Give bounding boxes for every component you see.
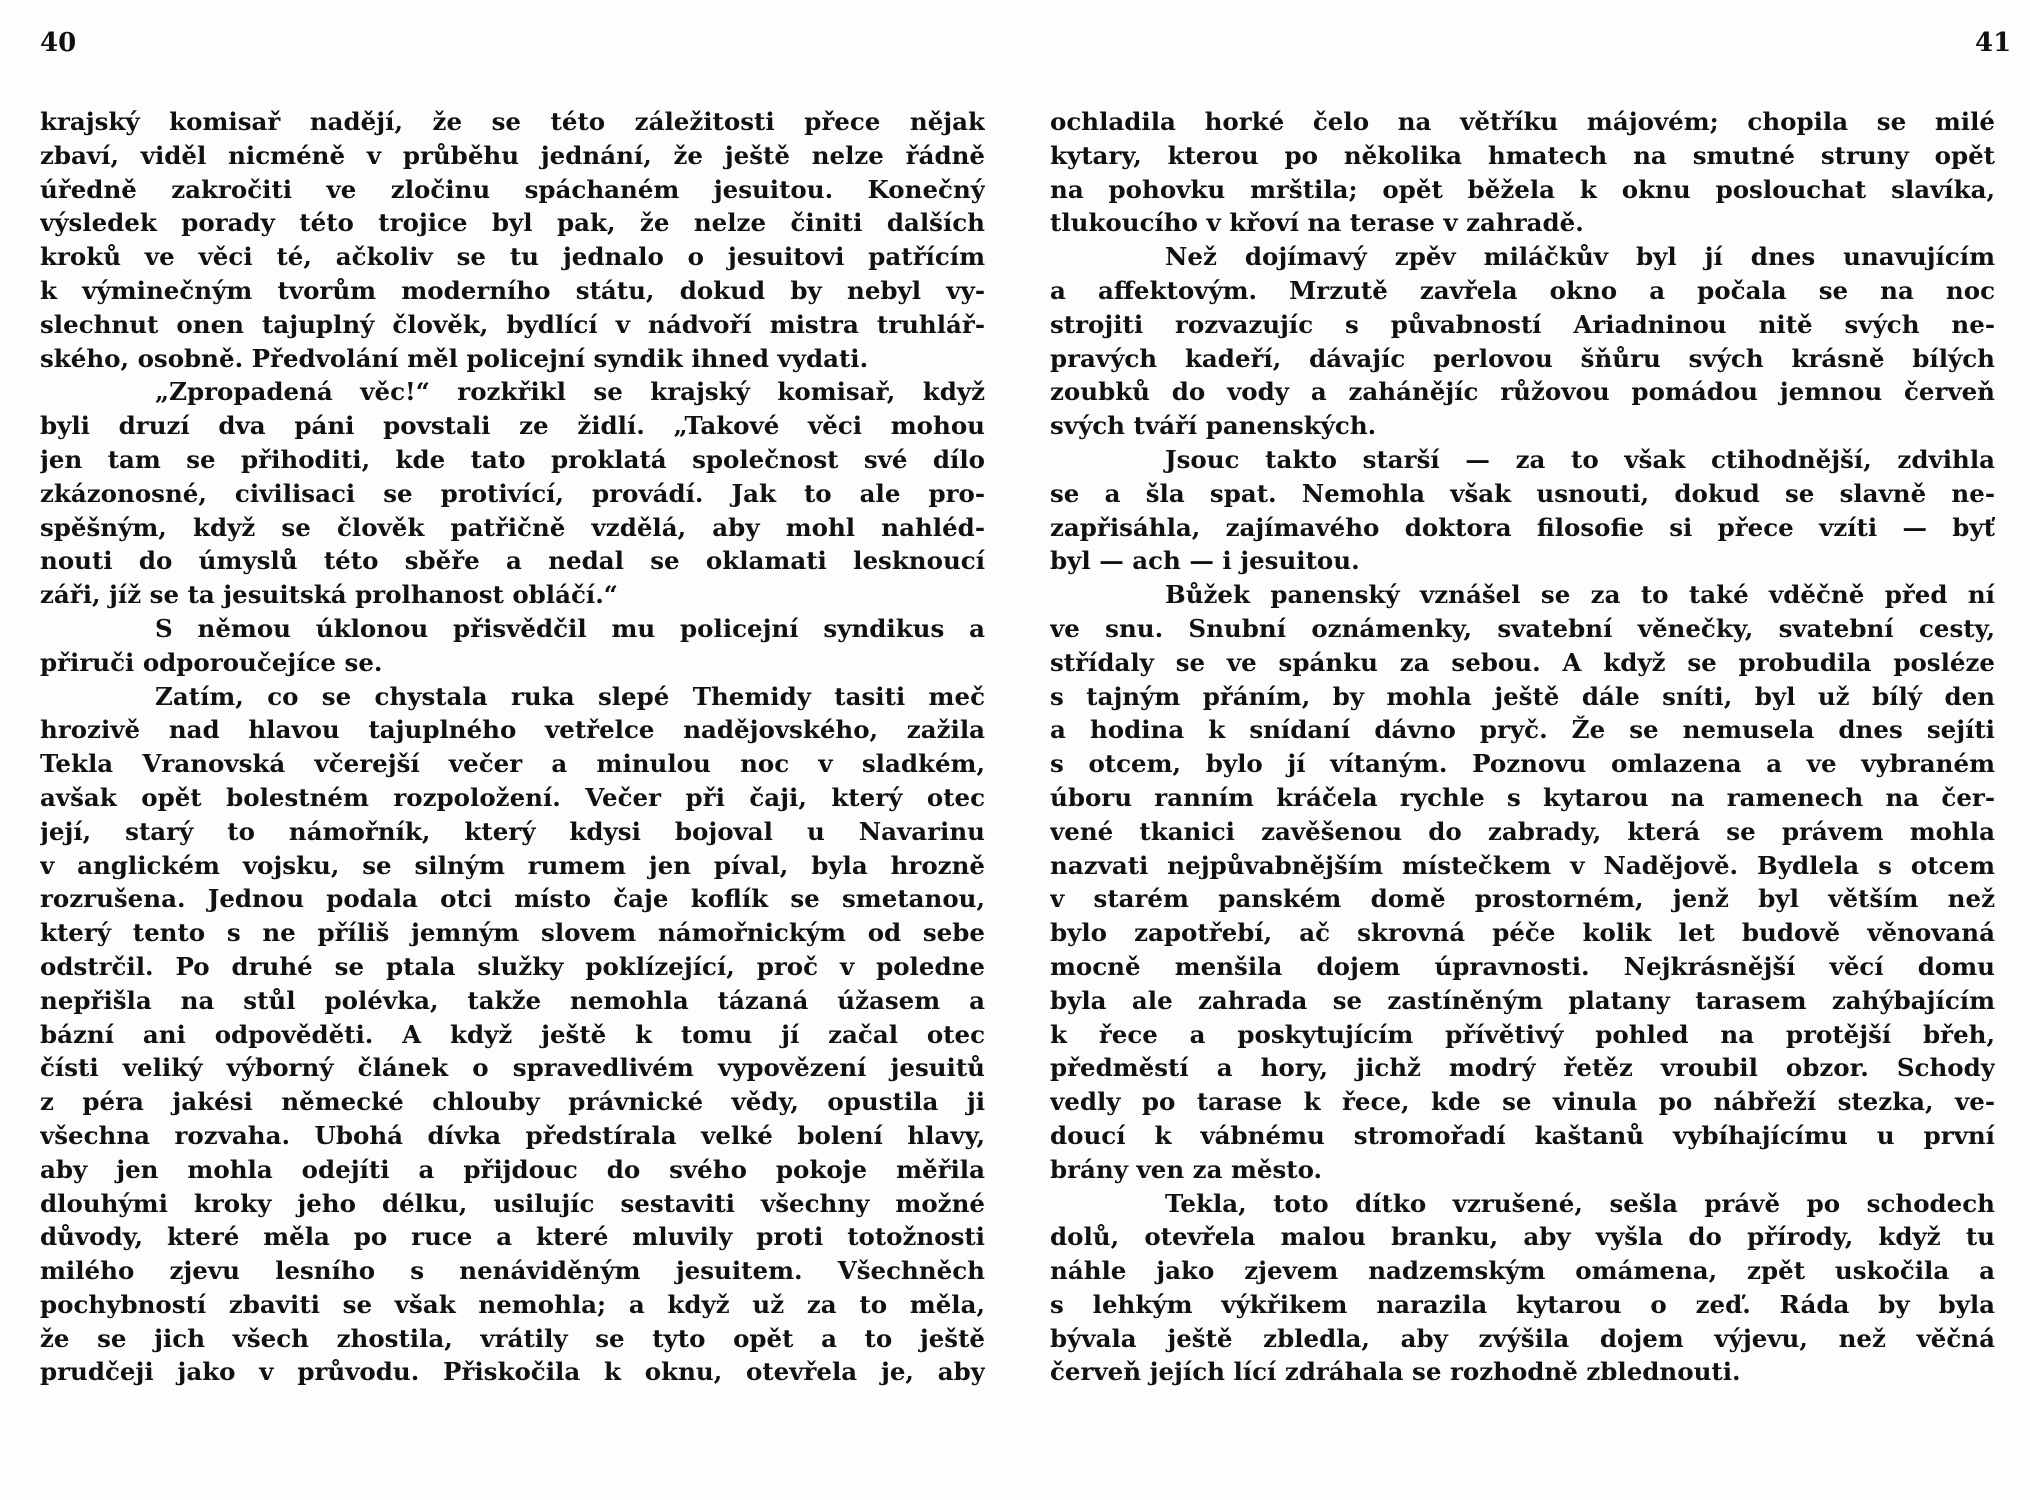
right-page-number: 41 bbox=[1975, 28, 2012, 58]
text-line: úboru ranním kráčela rychle s kytarou na ramenech na čer- bbox=[1050, 782, 1995, 812]
text-line: mocně menšila dojem úpravnosti. Nejkrásnější věcí domu bbox=[1050, 951, 1995, 981]
text-line: který tento s ne příliš jemným slovem námořnickým od sebe bbox=[40, 918, 985, 948]
text-line: Než dojímavý zpěv miláčkův byl jí dnes unavujícím bbox=[1165, 242, 1995, 272]
text-line: úředně zakročiti ve zločinu spáchaném jesuitou. Konečný bbox=[40, 174, 985, 204]
text-line: výsledek porady této trojice byl pak, že nelze činiti dalších bbox=[40, 208, 985, 238]
text-line: náhle jako zjevem nadzemským omámena, zpět uskočila a bbox=[1050, 1256, 1995, 1286]
text-line: byla ale zahrada se zastíněným platany tarasem zahýbajícím bbox=[1050, 985, 1995, 1015]
text-line: milého zjevu lesního s nenáviděným jesuitem. Všechněch bbox=[40, 1256, 985, 1286]
text-line: rozrušena. Jednou podala otci místo čaje koflík se smetanou, bbox=[40, 884, 985, 914]
text-line: z péra jakési německé chlouby právnické vědy, opustila ji bbox=[40, 1087, 985, 1117]
text-line: s lehkým výkřikem narazila kytarou o zeď. Ráda by byla bbox=[1050, 1289, 1995, 1319]
text-line: k řece a poskytujícím přívětivý pohled na protější břeh, bbox=[1050, 1019, 1995, 1049]
text-line: důvody, které měla po ruce a které mluvily proti totožnosti bbox=[40, 1222, 985, 1252]
text-line: zbaví, viděl nicméně v průběhu jednání, že ještě nelze řádně bbox=[40, 140, 985, 170]
text-line: zkázonosné, civilisaci se protivící, provádí. Jak to ale pro- bbox=[40, 478, 985, 508]
right-page-text bbox=[1050, 105, 1995, 1389]
text-line: doucí k vábnému stromořadí kaštanů vybíhajícímu u první bbox=[1050, 1120, 1995, 1150]
text-line: její, starý to námořník, který kdysi bojoval u Navarinu bbox=[40, 816, 985, 846]
text-line: strojiti rozvazujíc s půvabností Ariadninou nitě svých ne- bbox=[1050, 309, 1995, 339]
text-line: na pohovku mrštila; opět běžela k oknu poslouchat slavíka, bbox=[1050, 174, 1995, 204]
text-line: Jsouc takto starší — za to však ctihodnější, zdvihla bbox=[1165, 444, 1995, 474]
text-line: a affektovým. Mrzutě zavřela okno a počala se na noc bbox=[1050, 275, 1995, 305]
text-line: s otcem, bylo jí vítaným. Poznovu omlazena a ve vybraném bbox=[1050, 749, 1995, 779]
text-line: střídaly se ve spánku za sebou. A když se probudila posléze bbox=[1050, 647, 1995, 677]
text-line: ského, osobně. Předvolání měl policejní syndik ihned vydati. bbox=[40, 343, 869, 373]
text-line: a hodina k snídaní dávno pryč. Že se nemusela dnes sejíti bbox=[1050, 715, 1995, 745]
text-line: dlouhými kroky jeho délku, usilujíc sestaviti všechny možné bbox=[40, 1188, 985, 1218]
text-line: se a šla spat. Nemohla však usnouti, dokud se slavně ne- bbox=[1050, 478, 1995, 508]
text-line: přiruči odporoučejíce se. bbox=[40, 647, 383, 677]
text-line: „Zpropadená věc!“ rozkřikl se krajský komisař, když bbox=[155, 377, 985, 407]
text-line: krajský komisař nadějí, že se této záležitosti přece nějak bbox=[40, 107, 985, 136]
text-line: byl — ach — i jesuitou. bbox=[1050, 546, 1360, 576]
text-line: předměstí a hory, jichž modrý řetěz vroubil obzor. Schody bbox=[1050, 1053, 1995, 1083]
text-line: slechnut onen tajuplný člověk, bydlící v nádvoří mistra truhlář- bbox=[40, 309, 985, 339]
text-line: vené tkanici zavěšenou do zabrady, která se právem mohla bbox=[1050, 816, 1995, 846]
left-page-text bbox=[40, 105, 985, 1389]
text-line: hrozivě nad hlavou tajuplného vetřelce nadějovského, zažila bbox=[40, 715, 985, 745]
left-page bbox=[0, 0, 1000, 1500]
text-line: odstrčil. Po druhé se ptala služky poklízející, proč v poledne bbox=[40, 951, 985, 981]
text-line: aby jen mohla odejíti a přijdouc do svého pokoje měřila bbox=[40, 1154, 985, 1184]
text-line: pravých kadeří, dávajíc perlovou šňůru svých krásně bílých bbox=[1050, 343, 1995, 373]
text-line: jen tam se přihoditi, kde tato proklatá společnost své dílo bbox=[40, 444, 985, 474]
text-line: všechna rozvaha. Ubohá dívka předstírala velké bolení hlavy, bbox=[40, 1120, 985, 1150]
text-line: prudčeji jako v průvodu. Přiskočila k oknu, otevřela je, aby bbox=[40, 1357, 985, 1387]
text-line: k výminečným tvorům moderního státu, dokud by nebyl vy- bbox=[40, 275, 985, 305]
text-line: že se jich všech zhostila, vrátily se tyto opět a to ještě bbox=[40, 1323, 985, 1353]
text-line: pochybností zbaviti se však nemohla; a když už za to měla, bbox=[40, 1289, 985, 1319]
text-line: byli druzí dva páni povstali ze židlí. „Takové věci mohou bbox=[40, 411, 985, 441]
text-line: brány ven za město. bbox=[1050, 1154, 1323, 1184]
text-line: ve snu. Snubní oznámenky, svatební věnečky, svatební cesty, bbox=[1050, 613, 1995, 643]
left-page-number: 40 bbox=[40, 28, 77, 58]
text-line: v anglickém vojsku, se silným rumem jen píval, byla hrozně bbox=[40, 850, 985, 880]
text-line: tlukoucího v křoví na terase v zahradě. bbox=[1050, 208, 1584, 238]
text-line: vedly po tarase k řece, kde se vinula po nábřeží stezka, ve- bbox=[1050, 1087, 1995, 1117]
text-line: s tajným přáním, by mohla ještě dále sníti, byl už bílý den bbox=[1050, 681, 1995, 711]
text-line: kroků ve věci té, ačkoliv se tu jednalo o jesuitovi patřícím bbox=[40, 242, 985, 272]
text-line: bylo zapotřebí, ač skrovná péče kolik let budově věnovaná bbox=[1050, 918, 1995, 948]
text-line: čísti veliký výborný článek o spravedlivém vypovězení jesuitů bbox=[40, 1053, 985, 1083]
text-line: zapřisáhla, zajímavého doktora filosofie si přece vzíti — byť bbox=[1050, 512, 1995, 542]
text-line: Bůžek panenský vznášel se za to také vděčně před ní bbox=[1165, 580, 1995, 610]
text-line: kytary, kterou po několika hmatech na smutné struny opět bbox=[1050, 140, 1995, 170]
text-line: v starém panském domě prostorném, jenž byl větším než bbox=[1050, 884, 1995, 914]
text-line: zoubků do vody a zahánějíc růžovou pomádou jemnou červeň bbox=[1050, 377, 1995, 407]
text-line: Tekla, toto dítko vzrušené, sešla právě po schodech bbox=[1165, 1188, 1995, 1218]
text-line: bázní ani odpověděti. A když ještě k tomu jí začal otec bbox=[40, 1019, 985, 1049]
text-line: nouti do úmyslů této sběře a nedal se oklamati lesknoucí bbox=[40, 546, 985, 576]
text-line: avšak opět bolestném rozpoložení. Večer při čaji, který otec bbox=[40, 782, 985, 812]
text-line: nazvati nejpůvabnějším místečkem v Nadějově. Bydlela s otcem bbox=[1050, 850, 1995, 880]
text-line: záři, jíž se ta jesuitská prolhanost obláčí.“ bbox=[40, 580, 618, 610]
text-line: ochladila horké čelo na větříku májovém; chopila se milé bbox=[1050, 107, 1995, 136]
text-line: nepřišla na stůl polévka, takže nemohla tázaná úžasem a bbox=[40, 985, 985, 1015]
right-page bbox=[1015, 0, 2015, 1500]
text-line: Tekla Vranovská včerejší večer a minulou noc v sladkém, bbox=[40, 749, 985, 779]
text-line: S němou úklonou přisvědčil mu policejní syndikus a bbox=[155, 613, 985, 643]
text-line: bývala ještě zbledla, aby zvýšila dojem výjevu, než věčná bbox=[1050, 1323, 1995, 1353]
text-line: spěšným, když se člověk patřičně vzdělá, aby mohl nahléd- bbox=[40, 512, 985, 542]
text-line: dolů, otevřela malou branku, aby vyšla do přírody, když tu bbox=[1050, 1222, 1995, 1252]
text-line: Zatím, co se chystala ruka slepé Themidy tasiti meč bbox=[155, 681, 985, 711]
text-line: červeň jejích lící zdráhala se rozhodně zblednouti. bbox=[1050, 1357, 1741, 1387]
text-line: svých tváří panenských. bbox=[1050, 411, 1377, 441]
